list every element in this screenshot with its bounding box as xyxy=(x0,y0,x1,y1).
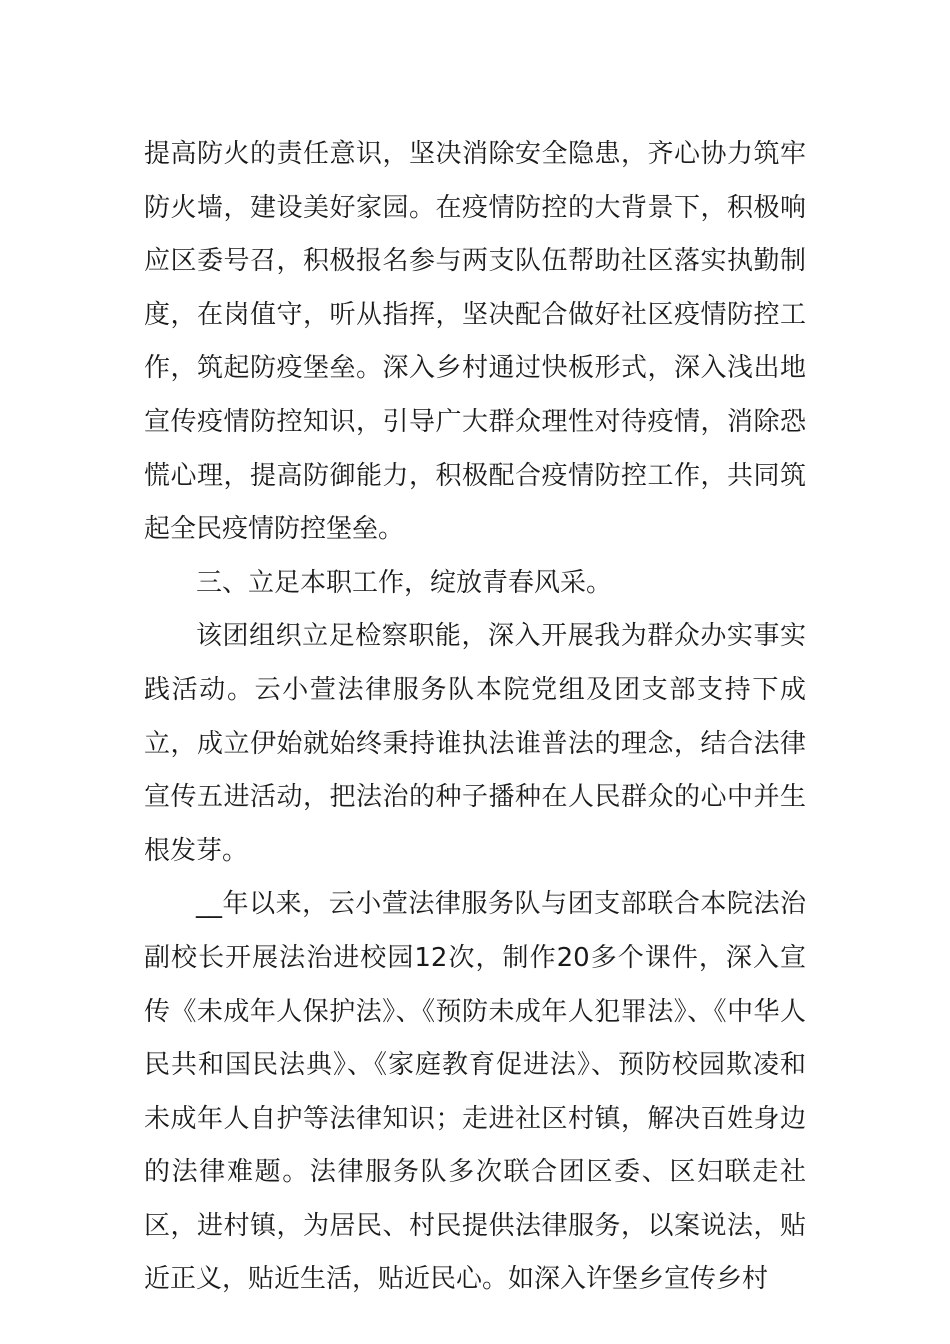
paragraph: __年以来，云小萱法律服务队与团支部联合本院法治副校长开展法治进校园12次，制作20多个课件，深入宣传《未成年人保护法》、《预防未成年人犯罪法》、《中华人民共和国民法典》、《家庭教育促进法》、预防校园欺凌和未成年人自护等法律知识；走进社区村镇，解决百姓身边的法律难题。法律服务队多次联合团区委、区妇联走社区，进村镇，为居民、村民提供法律服务，以案说法，贴近正义，贴近生活，贴近民心。如深入许堡乡宣传乡村 xyxy=(144,889,806,1295)
paragraph-continuation: 提高防火的责任意识，坚决消除安全隐患，齐心协力筑牢防火墙，建设美好家园。在疫情防控的大背景下，积极响应区委号召，积极报名参与两支队伍帮助社区落实执勤制度，在岗值守，听从指挥，坚决配合做好社区疫情防控工作，筑起防疫堡垒。深入乡村通过快板形式，深入浅出地宣传疫情防控知识，引导广大群众理性对待疫情，消除恐慌心理，提高防御能力，积极配合疫情防控工作，共同筑起全民疫情防控堡垒。 xyxy=(144,139,806,545)
paragraph: 该团组织立足检察职能，深入开展我为群众办实事实践活动。云小萱法律服务队本院党组及团支部支持下成立，成立伊始就始终秉持谁执法谁普法的理念，结合法律宣传五进活动，把法治的种子播种在人民群众的心中并生根发芽。 xyxy=(144,621,806,866)
section-heading: 三、立足本职工作，绽放青春风采。 xyxy=(196,567,613,598)
document-body xyxy=(144,128,806,1307)
